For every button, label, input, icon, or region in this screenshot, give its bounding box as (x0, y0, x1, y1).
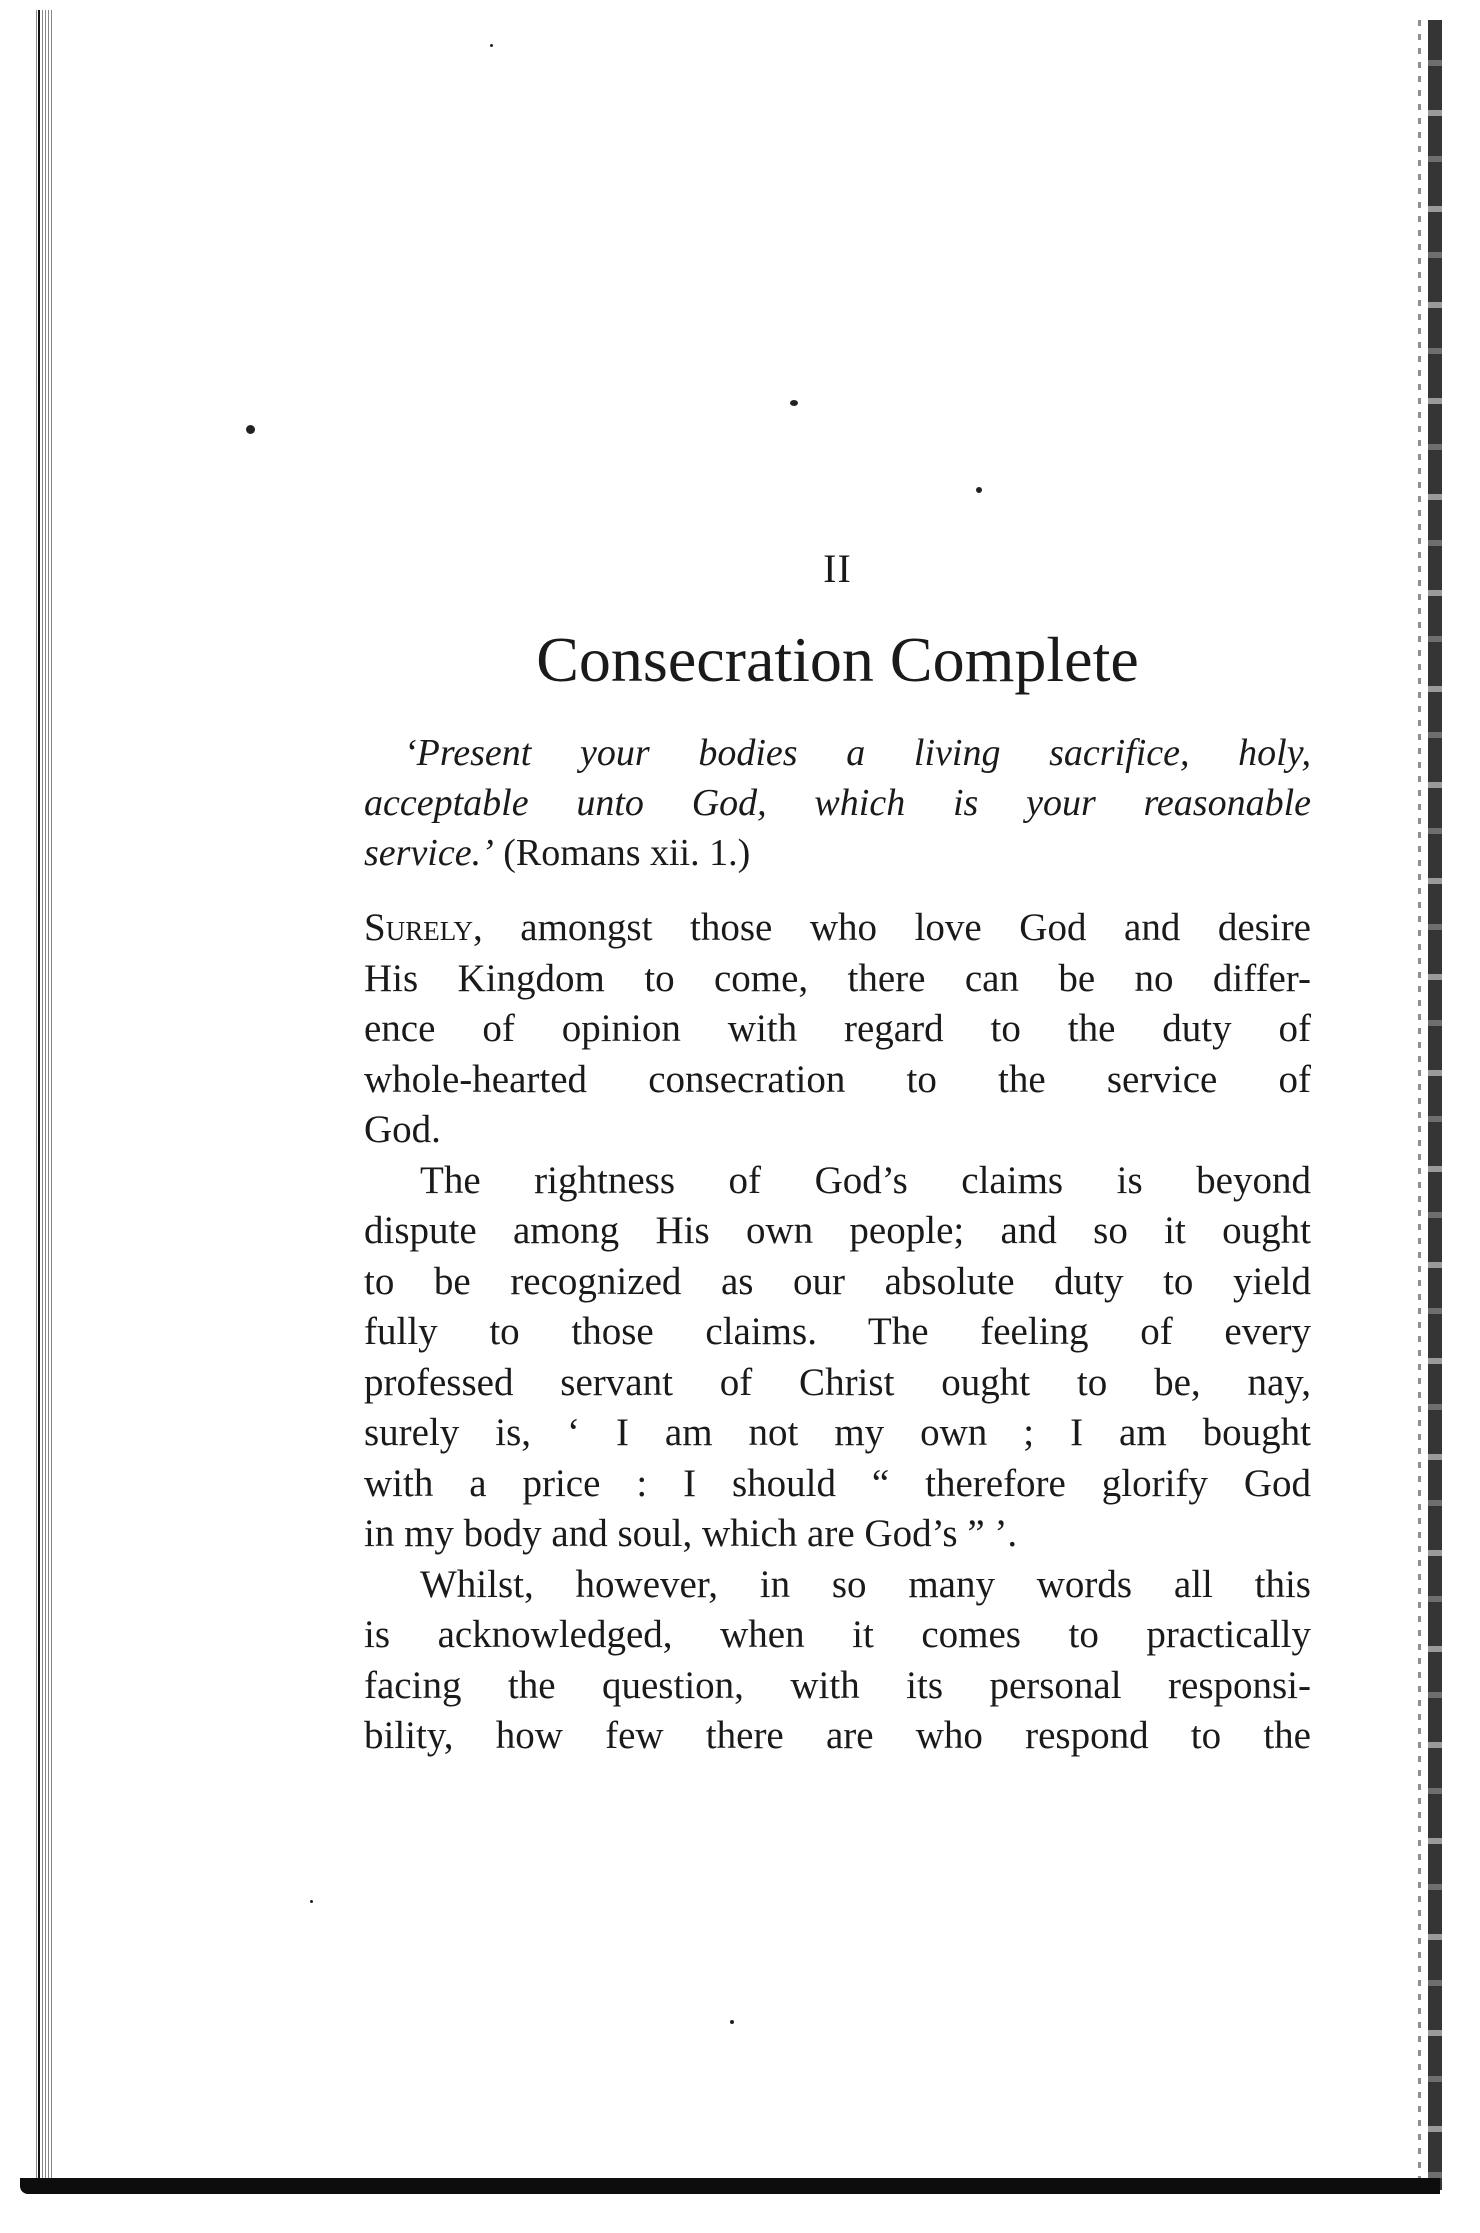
paragraph-line: fully to those claims. The feeling of every (364, 1310, 1311, 1353)
page-edge-right (1428, 20, 1442, 2190)
scan-speck (730, 2020, 734, 2024)
paragraph-line: God. (364, 1108, 441, 1151)
scan-speck (490, 44, 493, 47)
epigraph-line-italic: service.’ (364, 832, 494, 874)
paragraph-line: ence of opinion with regard to the duty of (364, 1007, 1311, 1050)
page-edge-shadow (1418, 20, 1421, 2190)
epigraph-last-line (364, 828, 1311, 878)
paragraph-line (364, 903, 1311, 954)
paragraph-line: dispute among His own people; and so it ought (364, 1209, 1311, 1252)
epigraph-line: ‘Present your bodies a living sacrifice, holy, (404, 732, 1311, 774)
paragraph-line: whole-hearted consecration to the service of (364, 1057, 1311, 1101)
paragraph-line-text: , amongst those who love God and desire (472, 906, 1311, 949)
scan-speck (246, 425, 255, 434)
chapter-number: II (823, 546, 852, 591)
paragraph-line: His Kingdom to come, there can be no differ- (364, 956, 1311, 1000)
scripture-reference: (Romans xii. 1.) (493, 832, 751, 874)
scan-speck (976, 487, 982, 493)
binding-gutter-line (38, 10, 40, 2180)
body-text (364, 903, 1311, 1762)
paragraph-line: bility, how few there are who respond to the (364, 1714, 1311, 1757)
paragraph-line: is acknowledged, when it comes to practically (364, 1613, 1311, 1656)
epigraph-line: acceptable unto God, which is your reasonable (364, 782, 1311, 824)
paragraph-line: The rightness of God’s claims is beyond (420, 1158, 1311, 1202)
paragraph-line: facing the question, with its personal responsi- (364, 1663, 1311, 1707)
opening-word: Surely (364, 906, 473, 949)
scan-speck (790, 400, 798, 406)
paragraph-line: to be recognized as our absolute duty to yield (364, 1259, 1311, 1303)
paragraph-line: surely is, ‘ I am not my own ; I am bought (364, 1411, 1311, 1454)
epigraph (364, 728, 1311, 878)
paragraph-line: professed servant of Christ ought to be, nay, (364, 1360, 1311, 1404)
paragraph-line: Whilst, however, in so many words all this (420, 1562, 1311, 1606)
paragraph-line: in my body and soul, which are God’s ” ’. (364, 1512, 1018, 1555)
scan-speck (310, 1900, 313, 1903)
page-edge-bottom (20, 2178, 1440, 2194)
paragraph-line: with a price : I should “ therefore glorify God (364, 1461, 1311, 1505)
chapter-title: Consecration Complete (536, 624, 1139, 695)
